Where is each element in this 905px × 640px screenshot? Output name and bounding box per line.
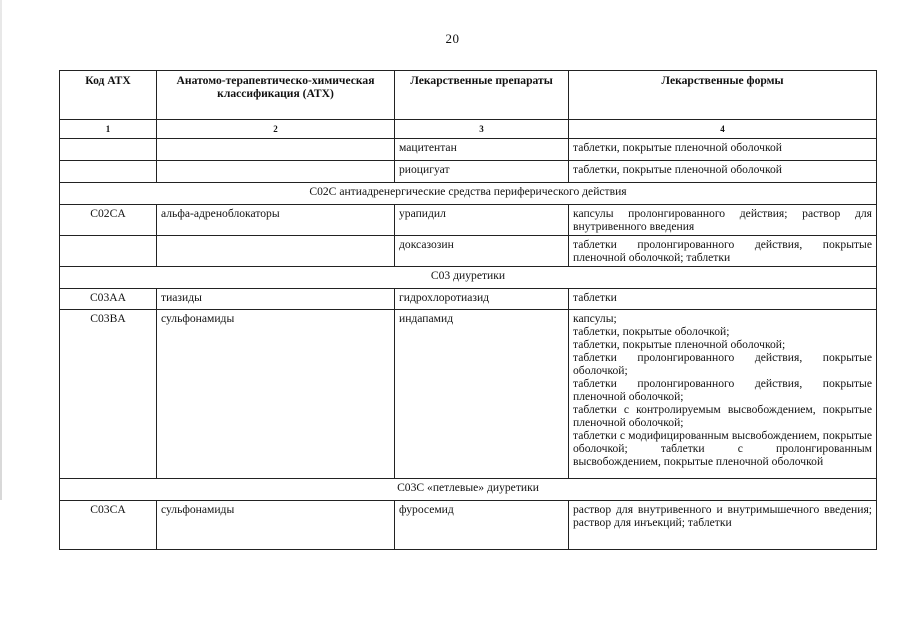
drug-cell: мацитентан (395, 139, 569, 161)
forms-text: таблетки (573, 291, 617, 304)
column-number: 1 (60, 120, 157, 139)
atc-code-cell (60, 161, 157, 183)
drug-cell: фуросемид (395, 501, 569, 550)
section-row (60, 183, 877, 205)
forms-list-item: таблетки, покрытые пленочной оболочкой; (573, 338, 786, 351)
atc-code-cell: C02CA (60, 205, 157, 236)
header-drugs: Лекарственные препараты (395, 71, 569, 120)
section-title: C03 диуретики (60, 267, 877, 289)
atc-class-cell: альфа-адреноблокаторы (157, 205, 395, 236)
forms-list-item: таблетки пролонгированного действия, покрытые оболочкой; (573, 351, 872, 377)
forms-list-item: таблетки с модифицированным высвобождением, покрытые оболочкой; таблетки с пролонгированным высвобождением, покрытые пленочной оболочкой (573, 429, 872, 468)
forms-list-item: капсулы; (573, 312, 617, 325)
table-row (60, 289, 877, 310)
forms-cell (569, 236, 877, 267)
forms-cell (569, 310, 877, 479)
forms-cell (569, 289, 877, 310)
forms-text: капсулы пролонгированного действия; раствор для внутривенного введения (573, 207, 872, 233)
section-row (60, 479, 877, 501)
forms-cell (569, 161, 877, 183)
atc-code-cell: C03BA (60, 310, 157, 479)
header-atc-code: Код АТХ (60, 71, 157, 120)
forms-text: таблетки, покрытые пленочной оболочкой (573, 163, 782, 176)
section-row (60, 267, 877, 289)
drug-cell: гидрохлоротиазид (395, 289, 569, 310)
table-row (60, 501, 877, 550)
drug-cell: доксазозин (395, 236, 569, 267)
column-number-row (60, 120, 877, 139)
forms-cell (569, 205, 877, 236)
atc-class-cell: тиазиды (157, 289, 395, 310)
forms-cell (569, 501, 877, 550)
atc-class-cell (157, 139, 395, 161)
section-title: C02C антиадренергические средства периферического действия (60, 183, 877, 205)
column-number: 4 (569, 120, 877, 139)
drug-cell: риоцигуат (395, 161, 569, 183)
atc-class-cell (157, 236, 395, 267)
table-row (60, 205, 877, 236)
atc-class-cell: сульфонамиды (157, 310, 395, 479)
drug-cell: урапидил (395, 205, 569, 236)
drug-cell: индапамид (395, 310, 569, 479)
table-row (60, 161, 877, 183)
forms-text: раствор для внутривенного и внутримышечного введения; раствор для инъекций; таблетки (573, 503, 872, 529)
table-row (60, 139, 877, 161)
forms-list-item: таблетки с контролируемым высвобождением, покрытые пленочной оболочкой; (573, 403, 872, 429)
page-number: 20 (445, 31, 460, 46)
scan-edge-shadow (0, 0, 2, 500)
forms-list-item: таблетки, покрытые оболочкой; (573, 325, 730, 338)
table-row (60, 310, 877, 479)
forms-list (573, 312, 872, 468)
forms-text: таблетки, покрытые пленочной оболочкой (573, 141, 782, 154)
atc-code-cell (60, 236, 157, 267)
forms-list-item: таблетки пролонгированного действия, покрытые пленочной оболочкой; (573, 377, 872, 403)
header-dosage-forms: Лекарственные формы (569, 71, 877, 120)
header-atc-classification: Анатомо-терапевтическо-химическая классификация (АТХ) (157, 71, 395, 120)
drug-table (59, 70, 877, 550)
atc-code-cell (60, 139, 157, 161)
atc-class-cell: сульфонамиды (157, 501, 395, 550)
forms-text: таблетки пролонгированного действия, покрытые пленочной оболочкой; таблетки (573, 238, 872, 264)
table-header-row (60, 71, 877, 120)
atc-class-cell (157, 161, 395, 183)
atc-code-cell: C03CA (60, 501, 157, 550)
table-row (60, 236, 877, 267)
column-number: 3 (395, 120, 569, 139)
section-title: C03C «петлевые» диуретики (60, 479, 877, 501)
column-number: 2 (157, 120, 395, 139)
atc-code-cell: C03AA (60, 289, 157, 310)
forms-cell (569, 139, 877, 161)
